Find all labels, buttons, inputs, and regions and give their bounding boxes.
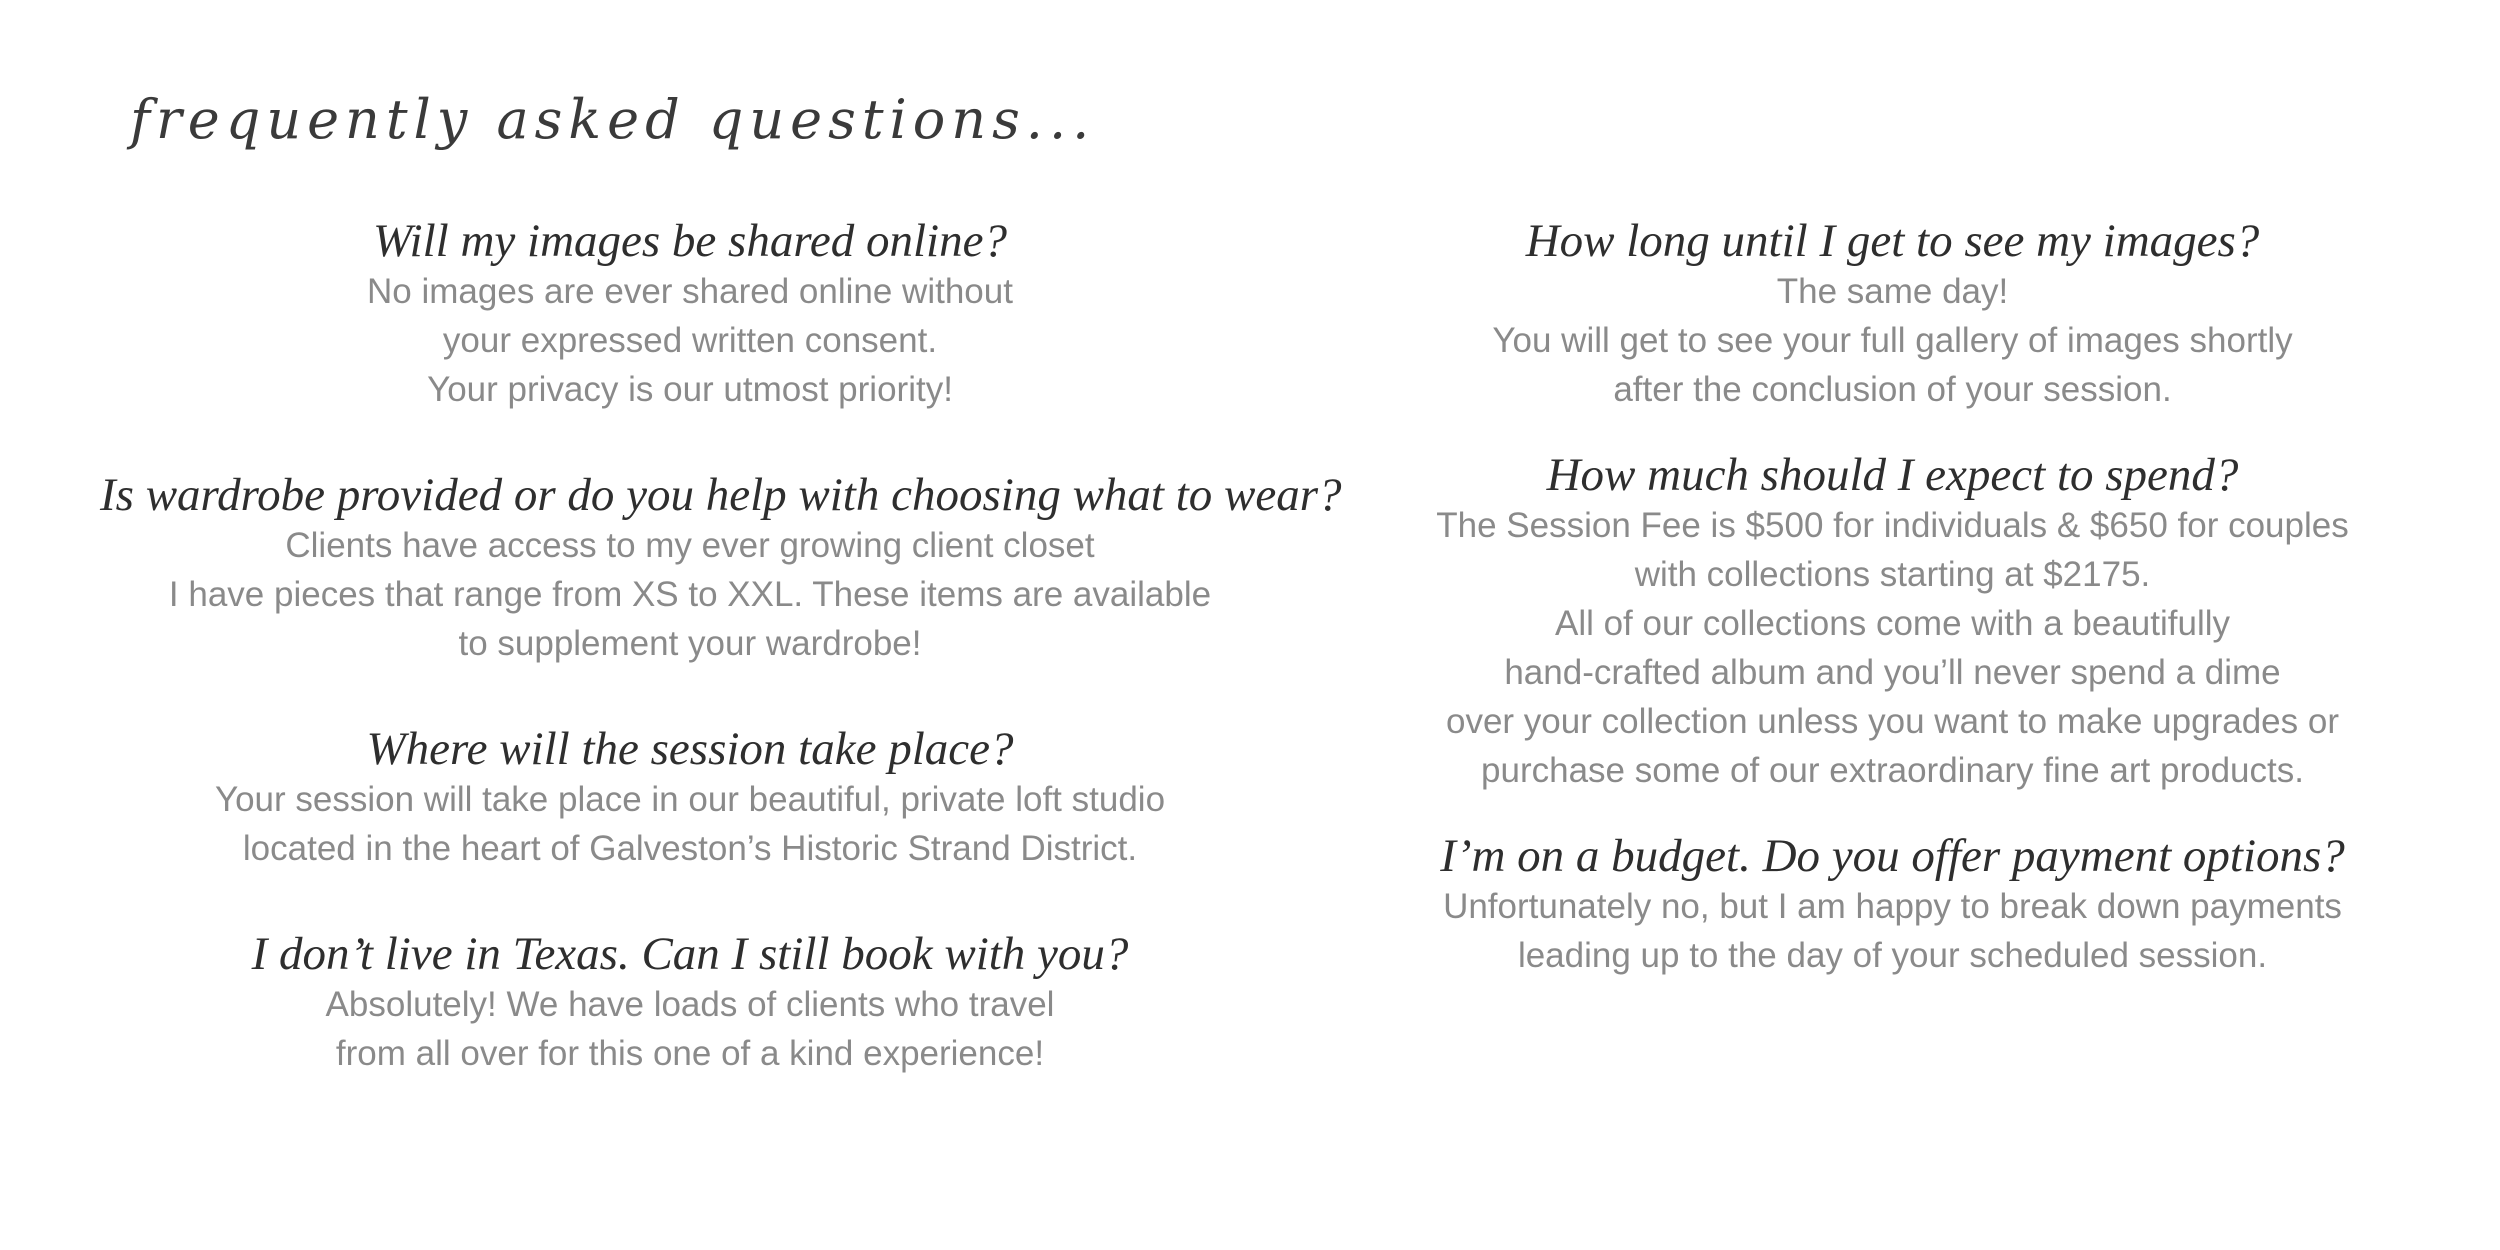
faq-item-images-shared-online	[100, 215, 1280, 414]
faq-answer-line: your expressed written consent.	[442, 321, 938, 360]
faq-answer-line: leading up to the day of your scheduled session.	[1517, 936, 2268, 975]
faq-answer-line: Absolutely! We have loads of clients who travel	[325, 985, 1055, 1024]
faq-answer-line: to supplement your wardrobe!	[458, 624, 922, 663]
faq-item-pricing	[1365, 449, 2420, 795]
faq-column-left	[100, 215, 1342, 1078]
faq-question: I’m on a budget. Do you offer payment options?	[1440, 830, 2345, 882]
faq-answer-line: You will get to see your full gallery of images shortly	[1492, 321, 2293, 360]
faq-item-out-of-state	[100, 928, 1280, 1078]
page-heading: frequently asked questions...	[130, 88, 1096, 151]
faq-answer-line: from all over for this one of a kind experience!	[335, 1034, 1045, 1073]
faq-question: I don’t live in Texas. Can I still book with you?	[251, 928, 1129, 980]
faq-answer-line: No images are ever shared online without	[367, 272, 1013, 311]
faq-answer-line: located in the heart of Galveston’s Historic Strand District.	[242, 829, 1138, 868]
faq-answer-line: The Session Fee is $500 for individuals & $650 for couples	[1436, 506, 2349, 545]
faq-answer-line: Unfortunately no, but I am happy to break down payments	[1443, 887, 2342, 926]
faq-answer-line: purchase some of our extraordinary fine art products.	[1481, 751, 2304, 790]
faq-question: How long until I get to see my images?	[1525, 215, 2260, 267]
faq-answer-line: after the conclusion of your session.	[1613, 370, 2172, 409]
faq-answer-line: over your collection unless you want to make upgrades or	[1446, 702, 2339, 741]
faq-question: How much should I expect to spend?	[1546, 449, 2239, 501]
faq-answer-line: with collections starting at $2175.	[1634, 555, 2151, 594]
faq-answer-line: Your session will take place in our beautiful, private loft studio	[214, 780, 1166, 819]
faq-question: Is wardrobe provided or do you help with choosing what to wear?	[100, 469, 1342, 521]
faq-answer-line: I have pieces that range from XS to XXL. These items are available	[168, 575, 1212, 614]
faq-item-payment-options	[1365, 830, 2420, 980]
faq-answer-line: hand-crafted album and you’ll never spend a dime	[1504, 653, 2281, 692]
faq-answer-line: All of our collections come with a beautifully	[1554, 604, 2231, 643]
faq-answer-line: The same day!	[1776, 272, 2009, 311]
faq-column-right	[1365, 215, 2420, 980]
faq-item-session-location	[100, 723, 1280, 873]
faq-item-wardrobe	[100, 469, 1342, 668]
faq-answer-line: Clients have access to my ever growing client closet	[285, 526, 1095, 565]
faq-item-turnaround	[1365, 215, 2420, 414]
faq-question: Where will the session take place?	[366, 723, 1014, 775]
faq-answer-line: Your privacy is our utmost priority!	[427, 370, 953, 409]
faq-question: Will my images be shared online?	[373, 215, 1007, 267]
